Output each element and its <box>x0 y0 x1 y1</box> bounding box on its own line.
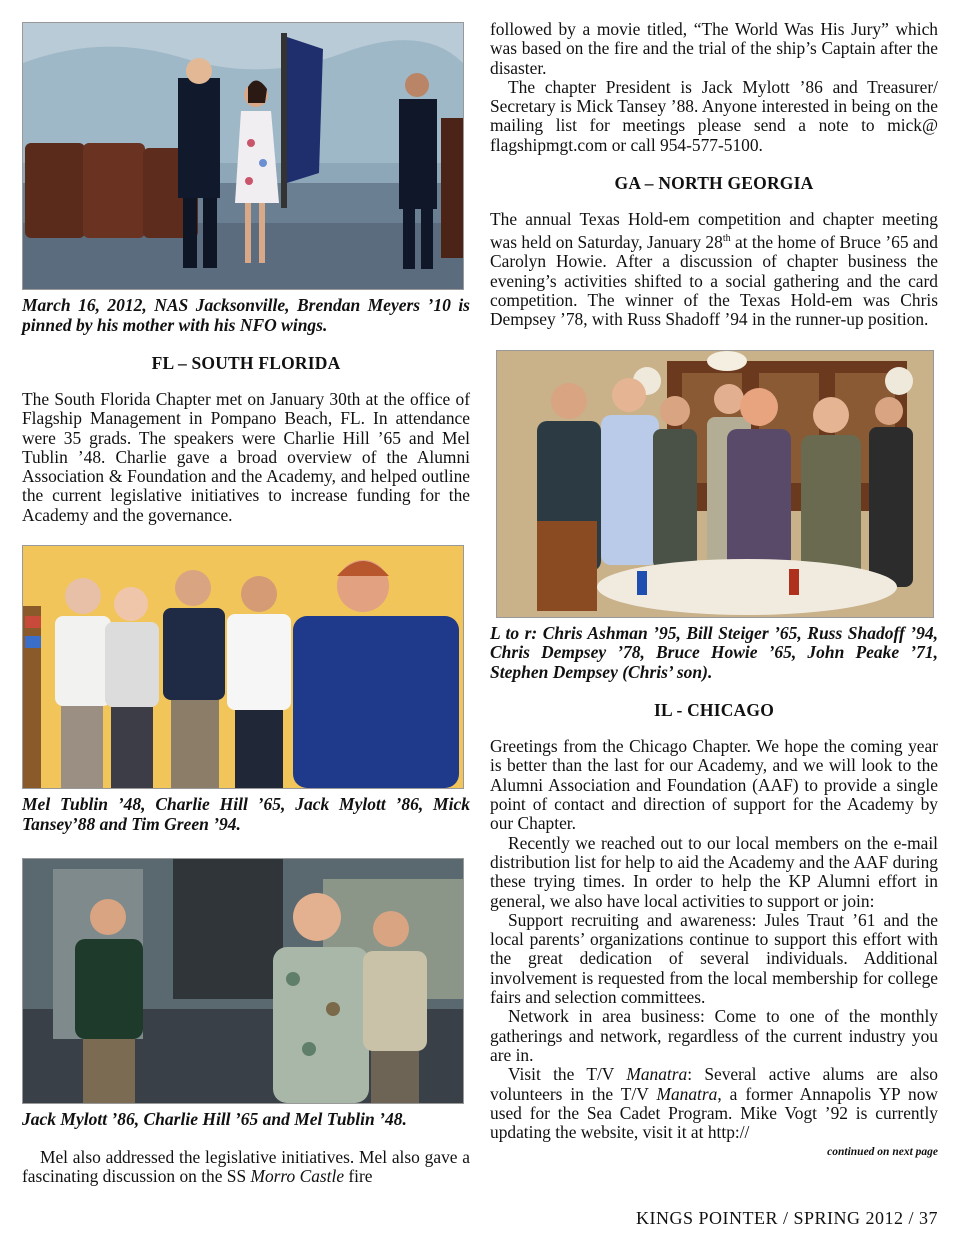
photo-speakers-image <box>23 859 463 1103</box>
section-heading-ga: GA – NORTH GEORGIA <box>614 173 814 194</box>
il-paragraph-4: Network in area business: Come to one of the monthly gatherings and network, regardless of the current industry you are in. <box>490 1006 938 1065</box>
photo-speakers <box>22 858 464 1104</box>
il-paragraph-3: Support recruiting and awareness: Jules Traut ’61 and the local parents’ organizations continue to support this effort with the great dedication of several individuals. Additional involvement is requested from the local membership for college fairs and selection committees. <box>490 909 938 1008</box>
fl-paragraph-2-end: fire <box>344 1165 373 1186</box>
photo-south-florida-image <box>23 546 463 788</box>
photo-caption: Jack Mylott ’86, Charlie Hill ’65 and Mel Tublin ’48. <box>22 1109 407 1130</box>
il-paragraph-5 <box>490 1065 938 1142</box>
photo-jacksonville-pinning <box>22 22 464 290</box>
ordinal-suffix: th <box>722 233 731 245</box>
ga-paragraph-1-text: The annual Texas Hold-em competition and chapter meeting was held on Saturday, January 28 <box>490 209 938 253</box>
fl-paragraph-2-text: Mel also addressed the legislative initiatives. Mel also gave a fascinating discussion on the SS <box>22 1146 470 1186</box>
page-footer: KINGS POINTER / SPRING 2012 / 37 <box>635 1208 938 1228</box>
fl-paragraph-1: The South Florida Chapter met on January 30th at the office of Flagship Management in Pompano Beach, FL. In attendance were 35 grads. The speakers were Charlie Hill ’65 and Mel Tublin ’48. Charlie gave a broad overview of the Alumni Association & Foundation and the Academy, and helped outline the current legislative initiatives to increase funding for the Academy and the governance. <box>22 389 470 525</box>
il-paragraph-1: Greetings from the Chicago Chapter. We hope the coming year is better than the last for our Academy, and we will look to the Alumni Association and Foundation (AAF) to provide a single point of contact and direction of support for the Academy by our Chapter. <box>490 736 938 834</box>
ga-paragraph-1 <box>490 210 938 330</box>
ship-name: Morro Castle <box>250 1165 345 1186</box>
il-paragraph-5-mid: : Several active alums are also volunteers in the T/V <box>490 1064 939 1104</box>
photo-caption: L to r: Chris Ashman ’95, Bill Steiger ’65, Russ Shadoff ’94, Chris Dempsey ’78, Bruce Howie ’65, John Peake ’71, Stephen Dempsey (Chris’ son). <box>490 622 938 682</box>
section-heading-il: IL - CHICAGO <box>653 700 775 721</box>
left-column <box>22 22 470 1186</box>
il-paragraph-2: Recently we reached out to our local members on the e-mail distribution list for help to aid the Academy and the AAF during these trying times. In order to help the KP Alumni effort in general, we also have local activities to support or join: <box>490 832 938 911</box>
continued-note: continued on next page <box>827 1146 938 1159</box>
il-paragraph-5-end: , a former Annapolis YP now used for the Sea Cadet Program. Mike Vogt ’92 is currently updating the website, visit it at http:// <box>490 1083 938 1143</box>
fl-paragraph-2 <box>22 1148 470 1187</box>
right-column <box>490 20 938 1158</box>
ga-paragraph-1-end: at the home of Bruce ’65 and Carolyn Howie. After a discussion of chapter business the evening’s activities shifted to a social gathering and the card competition. The winner of the Texas Hold-em was Chris Dempsey ’78, with Russ Shadoff ’94 in the runner-up position. <box>490 232 939 330</box>
vessel-name: Manatra <box>656 1083 718 1104</box>
vessel-name: Manatra <box>626 1064 688 1085</box>
section-heading-fl: FL – SOUTH FLORIDA <box>151 353 341 373</box>
fl-paragraph-3: followed by a movie titled, “The World Was His Jury” which was based on the fire and the trial of the ship’s Captain after the disaster. <box>490 19 938 78</box>
photo-north-georgia-group <box>496 350 934 618</box>
photo-caption: March 16, 2012, NAS Jacksonville, Brendan Meyers ’10 is pinned by his mother with his NFO wings. <box>22 295 470 335</box>
photo-jacksonville-image <box>23 23 463 289</box>
photo-south-florida-group <box>22 545 464 789</box>
photo-north-georgia-image <box>497 351 933 617</box>
fl-paragraph-4: The chapter President is Jack Mylott ’86 and Treasurer/ Secretary is Mick Tansey ’88. Anyone interested in being on the mailing list for meetings please send a note to mick@ flagshipmgt.com or call 954-577-5100. <box>490 76 938 155</box>
il-paragraph-5-text: Visit the T/V <box>508 1064 627 1085</box>
photo-caption: Mel Tublin ’48, Charlie Hill ’65, Jack Mylott ’86, Mick Tansey’88 and Tim Green ’94. <box>22 794 470 834</box>
